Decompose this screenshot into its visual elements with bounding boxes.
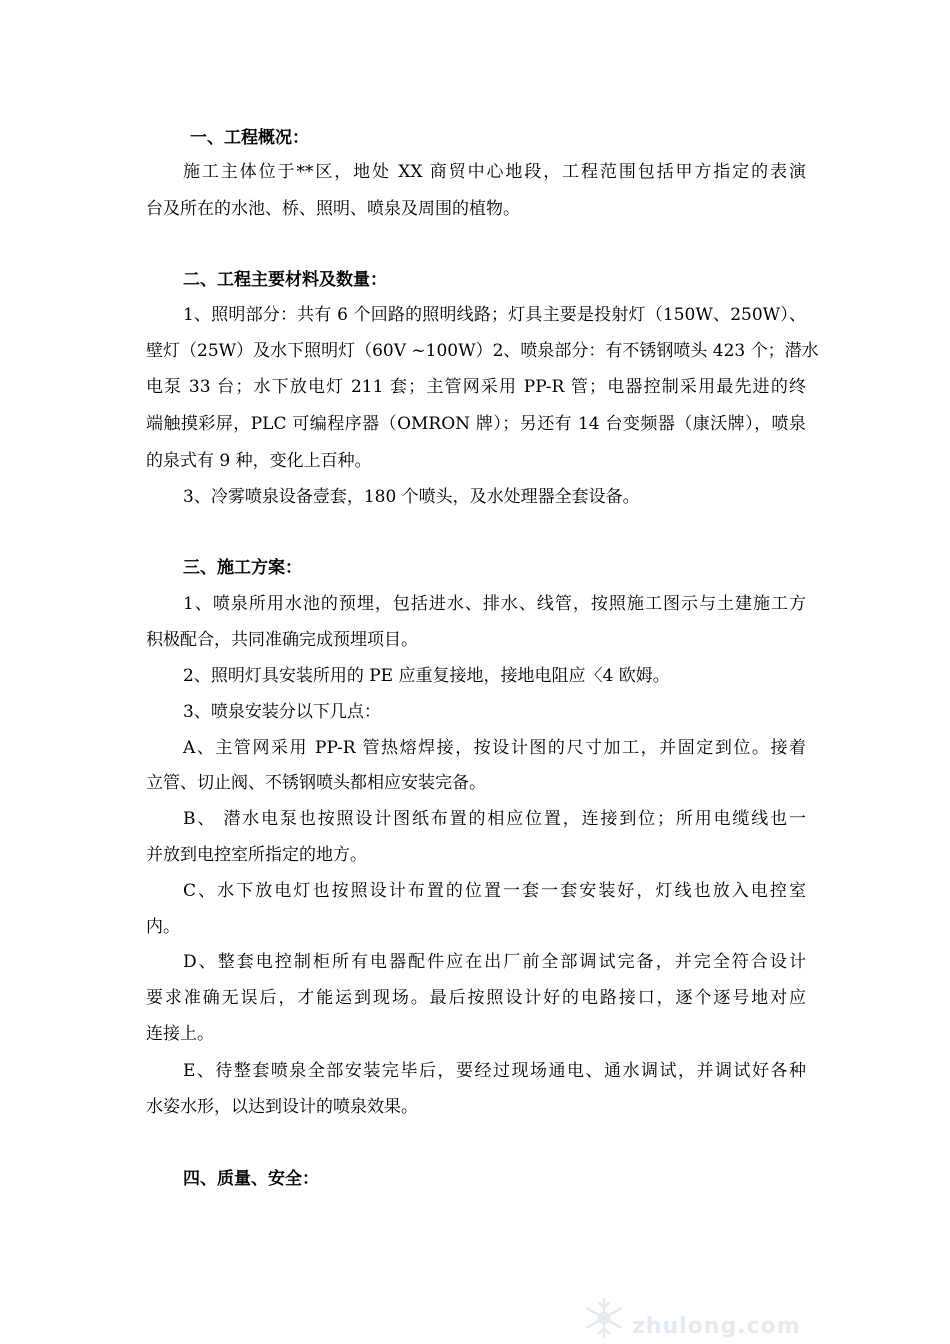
section-3-line-11: D、整套电控制柜所有电器配件应在出厂前全部调试完备，并完全符合设计 bbox=[183, 952, 806, 972]
section-3-line-3: 2、照明灯具安装所用的 PE 应重复接地，接地电阻应〈4 欧姆。 bbox=[183, 666, 670, 686]
section-1-line-2: 台及所在的水池、桥、照明、喷泉及周围的植物。 bbox=[146, 199, 520, 219]
section-3-line-12: 要求准确无误后，才能运到现场。最后按照设计好的电路接口，逐个逐号地对应 bbox=[146, 988, 806, 1008]
snowflake-logo-icon bbox=[582, 1296, 626, 1340]
section-2-line-5: 的泉式有 9 种，变化上百种。 bbox=[146, 451, 372, 471]
section-3-line-4: 3、喷泉安装分以下几点： bbox=[183, 702, 381, 722]
section-heading-2: 二、工程主要材料及数量： bbox=[183, 270, 387, 290]
section-3-line-1: 1、喷泉所用水池的预埋，包括进水、排水、线管，按照施工图示与土建施工方 bbox=[183, 594, 806, 614]
watermark-text: zhulong.com bbox=[632, 1314, 801, 1339]
watermark bbox=[576, 1296, 806, 1340]
section-3-line-6: 立管、切止阀、不锈钢喷头都相应安装完备。 bbox=[146, 773, 486, 793]
section-3-line-10: 内。 bbox=[146, 917, 180, 937]
section-3-line-2: 积极配合，共同准确完成预埋项目。 bbox=[146, 630, 418, 650]
section-3-line-7: B、 潜水电泵也按照设计图纸布置的相应位置，连接到位；所用电缆线也一 bbox=[183, 809, 806, 829]
section-heading-3: 三、施工方案： bbox=[183, 558, 302, 578]
section-3-line-8: 并放到电控室所指定的地方。 bbox=[146, 845, 367, 865]
section-heading-1: 一、工程概况： bbox=[190, 128, 309, 148]
section-1-line-1: 施工主体位于**区，地处 XX 商贸中心地段，工程范围包括甲方指定的表演 bbox=[183, 162, 806, 182]
section-heading-4: 四、质量、安全： bbox=[183, 1169, 319, 1189]
section-2-line-6: 3、冷雾喷泉设备壹套，180 个喷头，及水处理器全套设备。 bbox=[183, 487, 640, 507]
section-3-line-9: C、水下放电灯也按照设计布置的位置一套一套安装好，灯线也放入电控室 bbox=[183, 881, 806, 901]
section-3-line-5: A、主管网采用 PP-R 管热熔焊接，按设计图的尺寸加工，并固定到位。接着 bbox=[183, 738, 806, 758]
section-2-line-4: 端触摸彩屏，PLC 可编程序器（OMRON 牌）；另还有 14 台变频器（康沃牌），喷泉 bbox=[146, 414, 806, 434]
section-2-line-3: 电泵 33 台；水下放电灯 211 套；主管网采用 PP-R 管；电器控制采用最先进的终 bbox=[146, 377, 806, 397]
section-3-line-14: E、待整套喷泉全部安装完毕后，要经过现场通电、通水调试，并调试好各种 bbox=[183, 1061, 806, 1081]
section-2-line-1: 1、照明部分：共有 6 个回路的照明线路；灯具主要是投射灯（150W、250W）、 bbox=[183, 305, 806, 325]
section-3-line-13: 连接上。 bbox=[146, 1024, 214, 1044]
section-2-line-2: 壁灯（25W）及水下照明灯（60V ~100W）2、喷泉部分：有不锈钢喷头 423 个；潜水 bbox=[146, 341, 819, 361]
section-3-line-15: 水姿水形，以达到设计的喷泉效果。 bbox=[146, 1097, 418, 1117]
